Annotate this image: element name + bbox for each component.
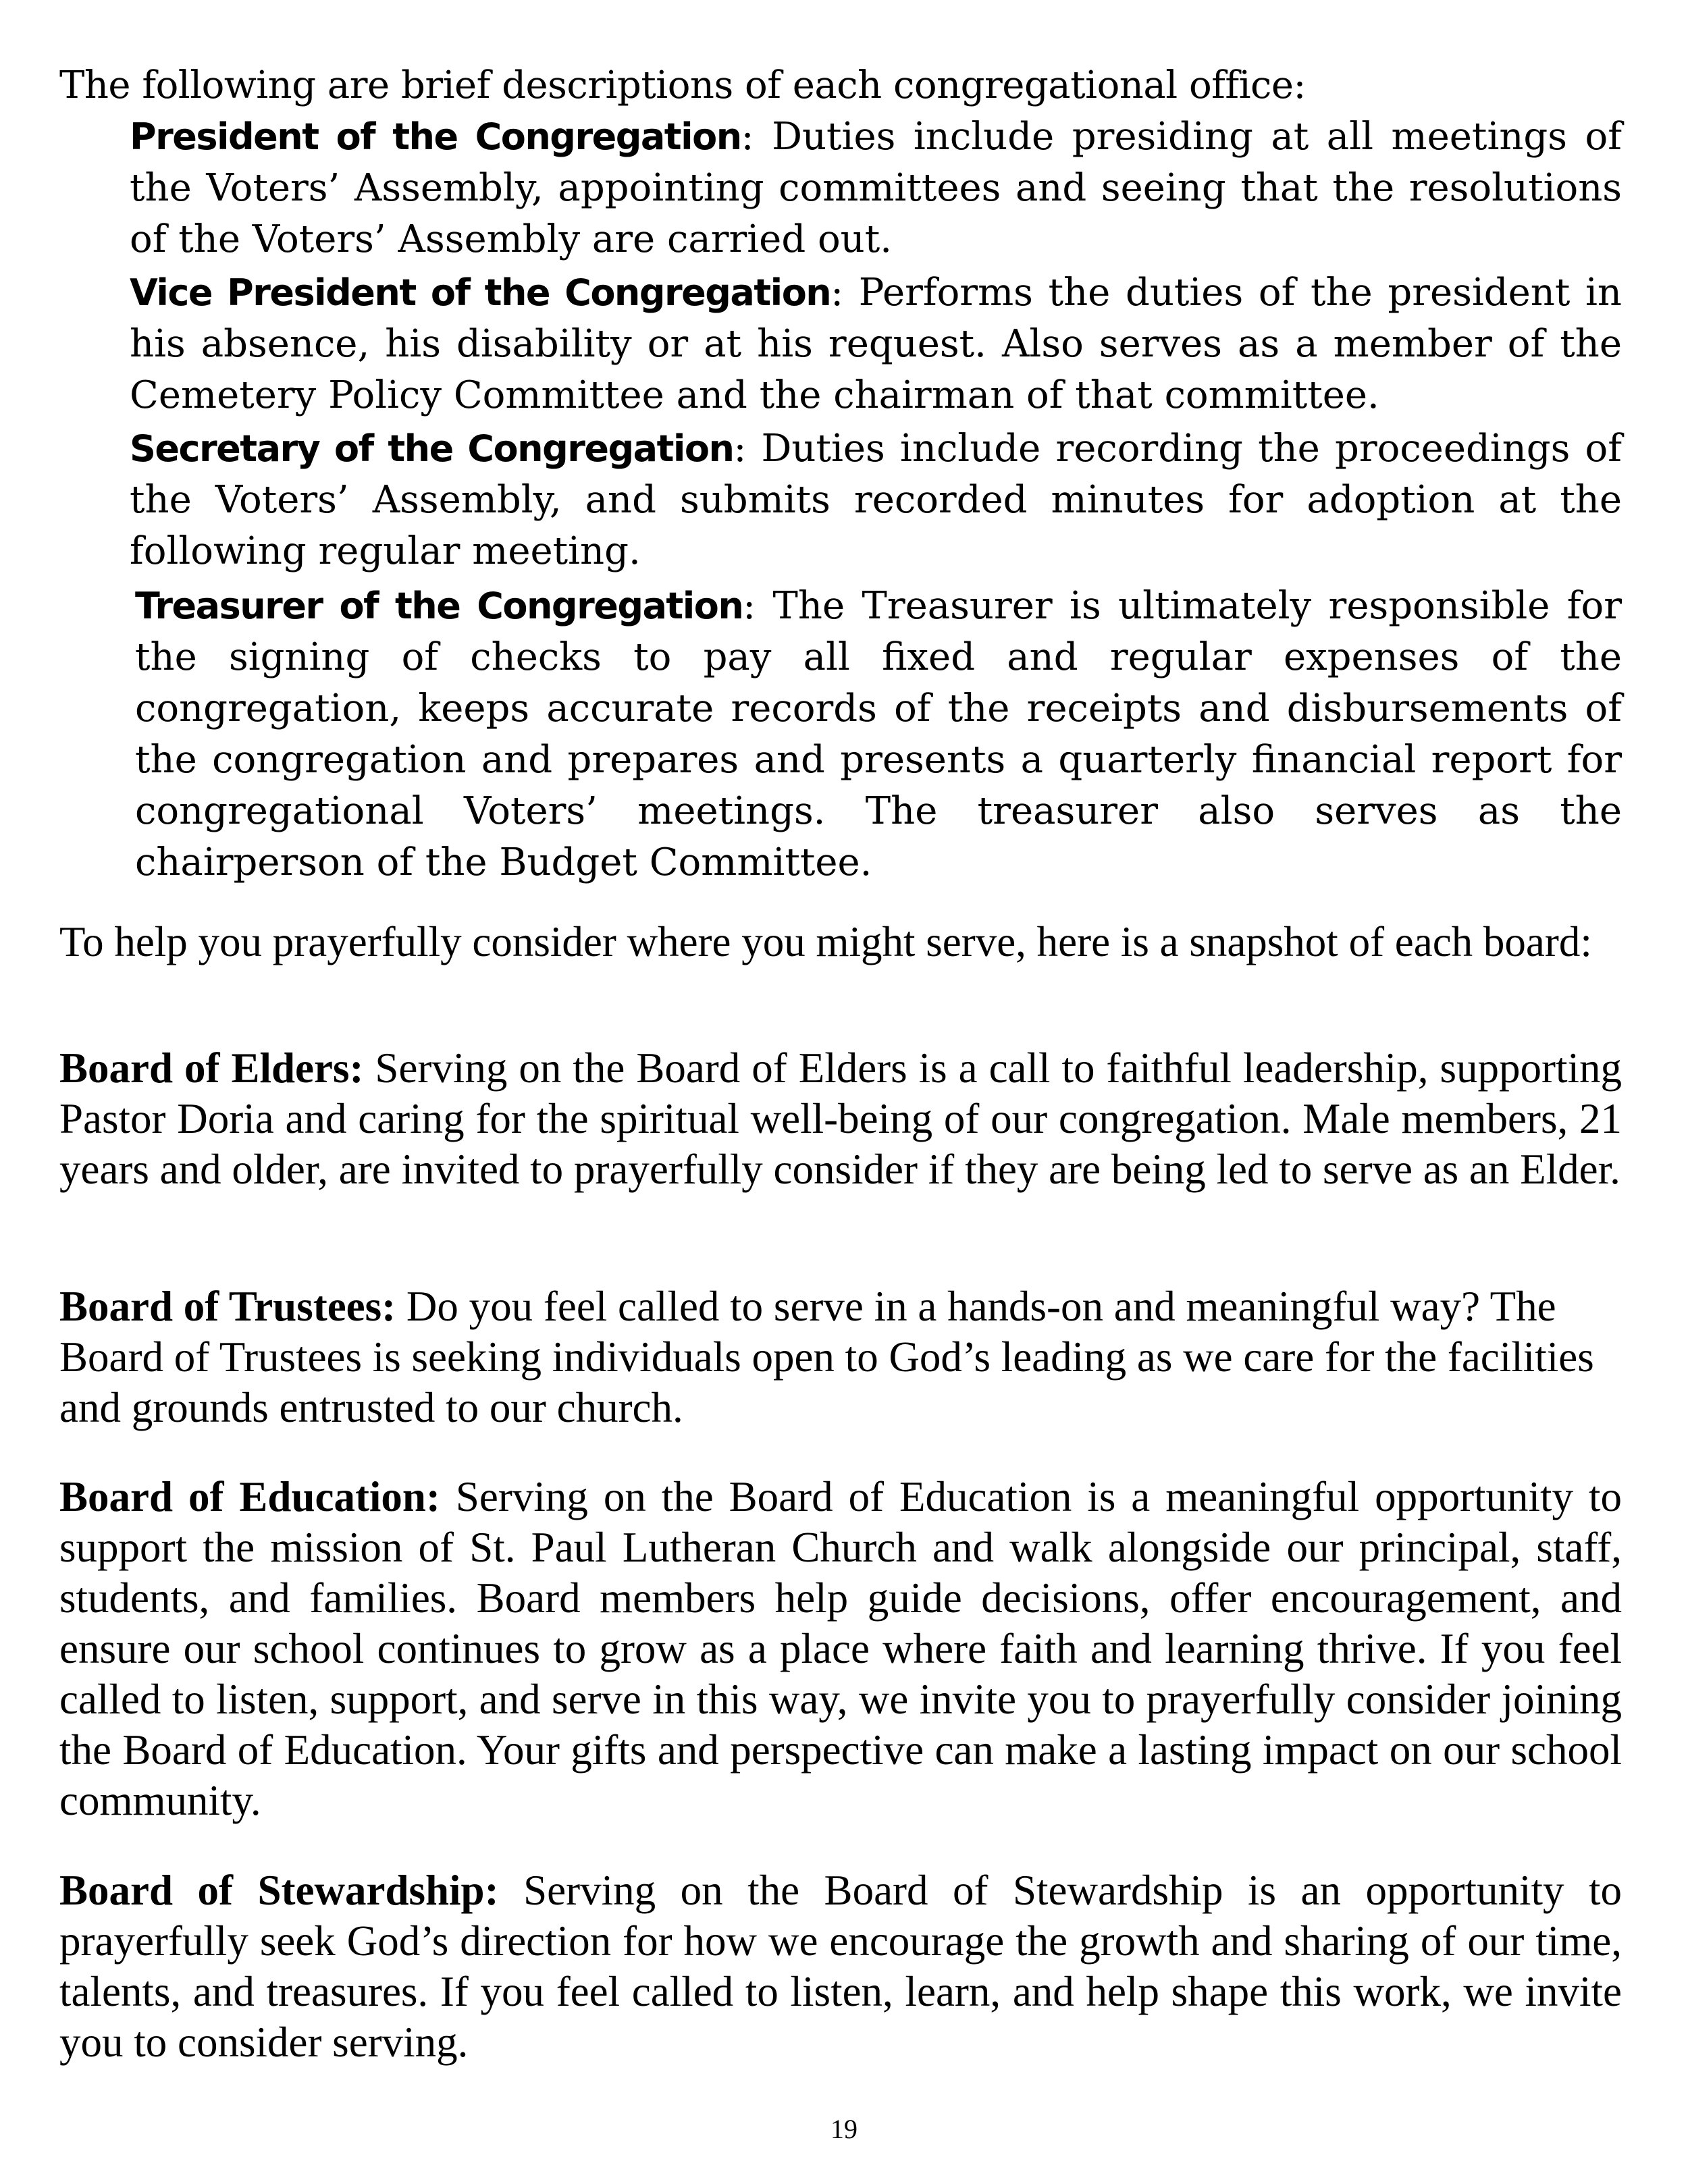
office-title: Treasurer of the Congregation <box>135 585 743 627</box>
boards-intro: To help you prayerfully consider where you might serve, here is a snapshot of each board: <box>59 918 1592 965</box>
board-title: Board of Trustees: <box>59 1283 396 1330</box>
board-title: Board of Elders: <box>59 1044 364 1092</box>
board-title: Board of Education: <box>59 1473 440 1520</box>
board-description: Do you feel called to serve in a hands-on and meaningful way? The Board of Trustees is seeking individuals open to God’s leading as we care for the facilities and grounds entrusted to our church. <box>59 1283 1594 1431</box>
office-description: : The Treasurer is ultimately responsible for the signing of checks to pay all fixed and regular expenses of the congregation, keeps accurate records of the receipts and disbursements of the congregation and prepares and presents a quarterly financial report for congregational Voters’ meetings. The treasurer also serves as the chairperson of the Budget Committee. <box>135 584 1622 884</box>
office-description: : Performs the duties of the president in his absence, his disability or at his request. Also serves as a member of the Cemetery Policy Committee and the chairman of that committee. <box>130 271 1622 417</box>
page-number: 19 <box>830 2114 858 2144</box>
office-description: : Duties include recording the proceedings of the Voters’ Assembly, and submits recorded minutes for adoption at the following regular meeting. <box>130 427 1622 573</box>
board-description: Serving on the Board of Stewardship is an opportunity to prayerfully seek God’s direction for how we encourage the growth and sharing of our time, talents, and treasures. If you feel called to listen, learn, and help shape this work, we invite you to consider serving. <box>59 1867 1622 2066</box>
office-title: President of the Congregation <box>130 115 741 158</box>
office-secretary <box>130 423 1622 577</box>
office-vice-president <box>130 267 1622 421</box>
office-description: : Duties include presiding at all meetings of the Voters’ Assembly, appointing committees and seeing that the resolutions of the Voters’ Assembly are carried out. <box>130 115 1622 261</box>
board-education <box>59 1472 1622 1826</box>
office-treasurer <box>135 581 1622 888</box>
board-description: Serving on the Board of Elders is a call to faithful leadership, supporting Pastor Doria and caring for the spiritual well-being of our congregation. Male members, 21 years and older, are invited to prayerfully consider if they are being led to serve as an Elder. <box>59 1044 1622 1193</box>
office-title: Secretary of the Congregation <box>130 427 734 470</box>
board-description: Serving on the Board of Education is a meaningful opportunity to support the mission of St. Paul Lutheran Church and walk alongside our principal, staff, students, and families. Board members help guide decisions, offer encouragement, and ensure our school continues to grow as a place where faith and learning thrive. If you feel called to listen, support, and serve in this way, we invite you to prayerfully consider joining the Board of Education. Your gifts and perspective can make a lasting impact on our school community. <box>59 1473 1623 1824</box>
board-elders <box>59 1043 1622 1195</box>
office-title: Vice President of the Congregation <box>130 271 831 314</box>
board-title: Board of Stewardship: <box>59 1867 499 1914</box>
office-president <box>130 111 1622 265</box>
offices-intro: The following are brief descriptions of each congregational office: <box>59 63 1306 107</box>
board-stewardship <box>59 1865 1622 2068</box>
board-trustees <box>59 1281 1622 1433</box>
